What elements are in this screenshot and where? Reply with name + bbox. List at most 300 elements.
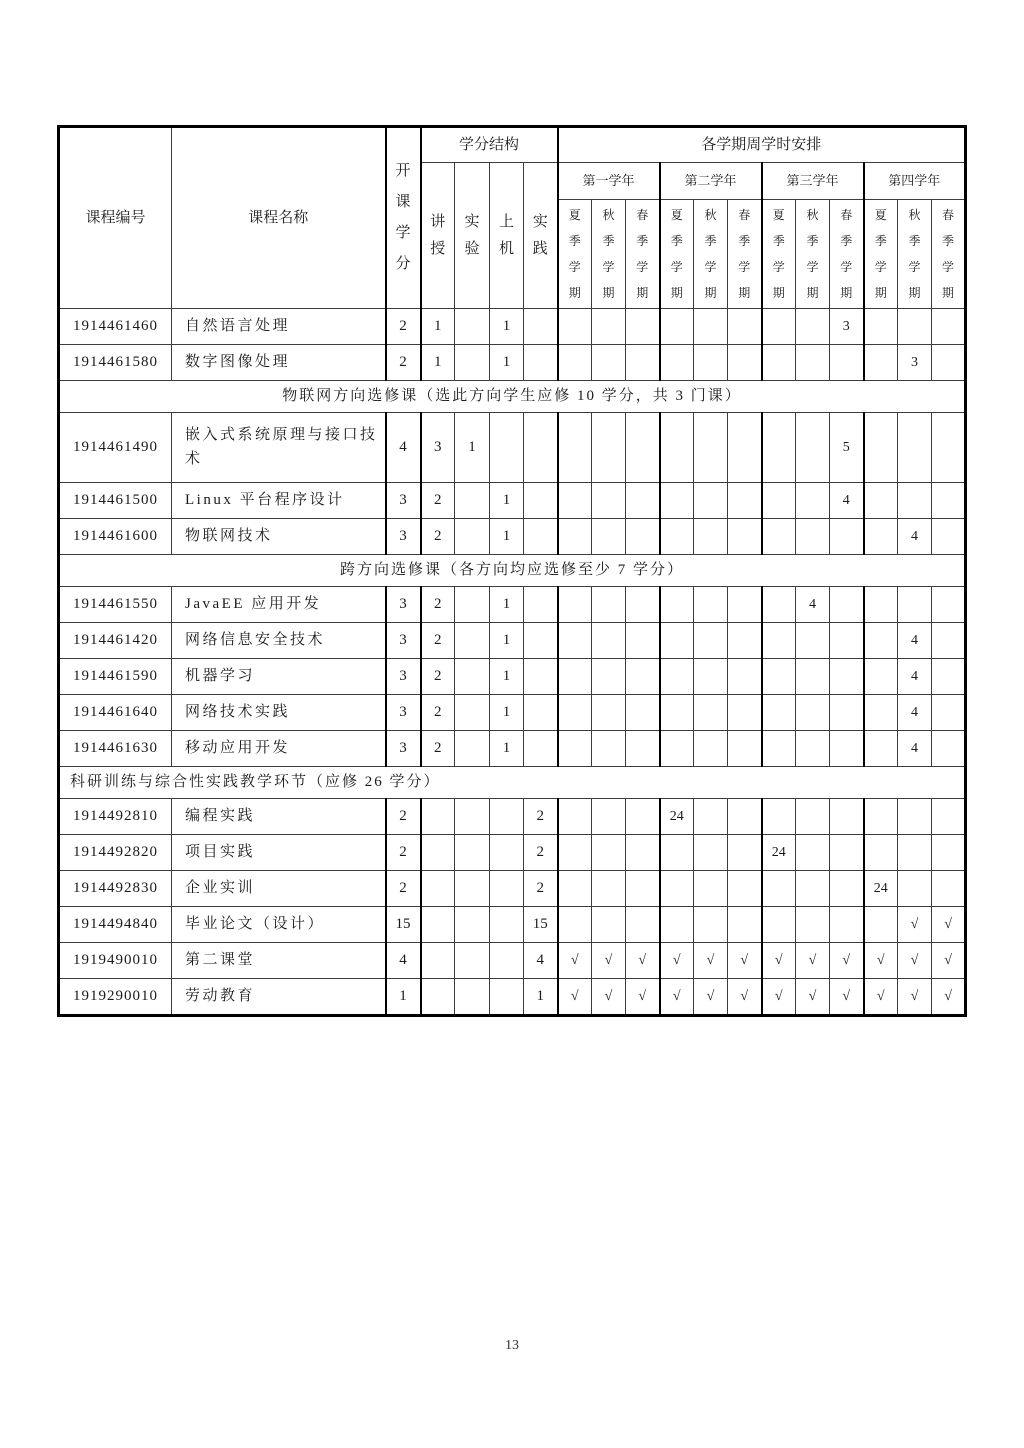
semester-hours-cell	[660, 309, 694, 345]
experiment-credit-cell	[455, 659, 490, 695]
experiment-credit-cell	[455, 943, 490, 979]
course-name-cell: 毕业论文（设计）	[172, 907, 386, 943]
semester-hours-cell	[558, 519, 592, 555]
course-code-cell: 1914461490	[59, 413, 172, 483]
experiment-credit-cell	[455, 835, 490, 871]
header-lecture	[421, 163, 455, 309]
lecture-credit-cell: 2	[421, 731, 455, 767]
semester-hours-cell	[898, 413, 932, 483]
semester-hours-cell: 24	[762, 835, 796, 871]
semester-hours-cell	[592, 587, 626, 623]
semester-hours-cell	[694, 907, 728, 943]
lecture-credit-cell: 2	[421, 695, 455, 731]
semester-hours-cell	[558, 659, 592, 695]
header-semester-summer	[762, 200, 796, 309]
semester-hours-cell	[626, 695, 660, 731]
semester-hours-cell	[558, 413, 592, 483]
semester-hours-cell: 4	[898, 519, 932, 555]
credits-cell: 2	[386, 835, 421, 871]
semester-hours-cell	[762, 623, 796, 659]
semester-hours-cell	[898, 309, 932, 345]
semester-hours-cell	[626, 519, 660, 555]
semester-hours-cell: √	[660, 943, 694, 979]
semester-hours-cell: √	[592, 979, 626, 1016]
semester-hours-cell	[932, 519, 966, 555]
semester-hours-cell	[694, 587, 728, 623]
experiment-credit-cell	[455, 587, 490, 623]
semester-hours-cell	[660, 345, 694, 381]
semester-hours-cell	[558, 345, 592, 381]
credits-cell: 3	[386, 483, 421, 519]
semester-hours-cell	[898, 483, 932, 519]
experiment-credit-cell	[455, 483, 490, 519]
semester-hours-cell	[796, 659, 830, 695]
practice-credit-cell: 2	[524, 835, 558, 871]
semester-hours-cell	[694, 309, 728, 345]
course-row	[59, 483, 966, 519]
course-row	[59, 835, 966, 871]
semester-hours-cell	[728, 309, 762, 345]
semester-hours-cell	[762, 907, 796, 943]
semester-hours-cell	[830, 835, 864, 871]
course-row	[59, 871, 966, 907]
header-semester-text: 秋季学期	[806, 208, 819, 300]
course-row	[59, 907, 966, 943]
course-name-cell: 网络技术实践	[172, 695, 386, 731]
practice-credit-cell	[524, 695, 558, 731]
course-name-cell: 自然语言处理	[172, 309, 386, 345]
semester-hours-cell	[864, 345, 898, 381]
computer-credit-cell	[490, 907, 524, 943]
header-semester-text: 秋季学期	[908, 208, 921, 300]
course-row	[59, 309, 966, 345]
semester-hours-cell	[558, 587, 592, 623]
semester-hours-cell	[898, 799, 932, 835]
semester-hours-cell	[728, 483, 762, 519]
semester-hours-cell	[626, 413, 660, 483]
curriculum-table	[57, 125, 967, 1017]
header-semester-text: 夏季学期	[772, 208, 785, 300]
credits-cell: 2	[386, 871, 421, 907]
semester-hours-cell	[762, 695, 796, 731]
course-name-cell: 数字图像处理	[172, 345, 386, 381]
semester-hours-cell: 4	[898, 695, 932, 731]
semester-hours-cell	[864, 835, 898, 871]
semester-hours-cell: √	[796, 943, 830, 979]
computer-credit-cell: 1	[490, 623, 524, 659]
semester-hours-cell	[864, 695, 898, 731]
semester-hours-cell	[762, 871, 796, 907]
semester-hours-cell	[694, 835, 728, 871]
semester-hours-cell: 4	[830, 483, 864, 519]
credits-cell: 3	[386, 731, 421, 767]
semester-hours-cell: √	[864, 943, 898, 979]
semester-hours-cell	[728, 623, 762, 659]
lecture-credit-cell: 2	[421, 587, 455, 623]
semester-hours-cell	[694, 483, 728, 519]
semester-hours-cell	[660, 623, 694, 659]
credits-cell: 3	[386, 519, 421, 555]
course-name-cell: 移动应用开发	[172, 731, 386, 767]
section-label: 跨方向选修课（各方向均应选修至少 7 学分）	[59, 555, 966, 587]
semester-hours-cell	[694, 731, 728, 767]
course-row	[59, 799, 966, 835]
semester-hours-cell	[932, 345, 966, 381]
semester-hours-cell	[558, 483, 592, 519]
course-code-cell: 1914461600	[59, 519, 172, 555]
header-semester-text: 夏季学期	[568, 208, 581, 300]
semester-hours-cell	[626, 623, 660, 659]
semester-hours-cell: √	[932, 907, 966, 943]
semester-hours-cell	[728, 345, 762, 381]
credits-cell: 4	[386, 943, 421, 979]
semester-hours-cell	[796, 695, 830, 731]
semester-hours-cell	[558, 731, 592, 767]
header-semester-spring	[830, 200, 864, 309]
practice-credit-cell: 15	[524, 907, 558, 943]
semester-hours-cell	[932, 659, 966, 695]
computer-credit-cell: 1	[490, 309, 524, 345]
semester-hours-cell	[932, 413, 966, 483]
header-year-3: 第三学年	[762, 163, 864, 200]
semester-hours-cell	[558, 799, 592, 835]
practice-credit-cell	[524, 519, 558, 555]
semester-hours-cell: √	[626, 979, 660, 1016]
experiment-credit-cell	[455, 309, 490, 345]
course-code-cell: 1914461590	[59, 659, 172, 695]
semester-hours-cell	[830, 731, 864, 767]
credits-cell: 2	[386, 799, 421, 835]
experiment-credit-cell: 1	[455, 413, 490, 483]
semester-hours-cell	[694, 345, 728, 381]
semester-hours-cell	[626, 587, 660, 623]
semester-hours-cell: 5	[830, 413, 864, 483]
course-code-cell: 1914492830	[59, 871, 172, 907]
table-body	[59, 309, 966, 1016]
semester-hours-cell	[762, 413, 796, 483]
course-name-cell: 第二课堂	[172, 943, 386, 979]
experiment-credit-cell	[455, 519, 490, 555]
semester-hours-cell	[864, 907, 898, 943]
course-name-cell: 劳动教育	[172, 979, 386, 1016]
computer-credit-cell	[490, 799, 524, 835]
practice-credit-cell	[524, 659, 558, 695]
lecture-credit-cell: 2	[421, 659, 455, 695]
semester-hours-cell	[864, 799, 898, 835]
credits-cell: 2	[386, 309, 421, 345]
practice-credit-cell: 1	[524, 979, 558, 1016]
semester-hours-cell	[558, 907, 592, 943]
semester-hours-cell	[830, 799, 864, 835]
semester-hours-cell	[694, 623, 728, 659]
header-year-2: 第二学年	[660, 163, 762, 200]
course-row	[59, 519, 966, 555]
semester-hours-cell	[864, 623, 898, 659]
semester-hours-cell	[660, 659, 694, 695]
header-semester-text: 春季学期	[840, 208, 853, 300]
practice-credit-cell: 4	[524, 943, 558, 979]
header-semester-text: 夏季学期	[874, 208, 887, 300]
experiment-credit-cell	[455, 623, 490, 659]
semester-hours-cell	[898, 871, 932, 907]
credits-cell: 1	[386, 979, 421, 1016]
semester-hours-cell	[626, 483, 660, 519]
semester-hours-cell: √	[830, 943, 864, 979]
computer-credit-cell	[490, 413, 524, 483]
course-name-cell: 编程实践	[172, 799, 386, 835]
lecture-credit-cell	[421, 871, 455, 907]
lecture-credit-cell	[421, 907, 455, 943]
semester-hours-cell	[796, 519, 830, 555]
semester-hours-cell	[932, 483, 966, 519]
semester-hours-cell	[626, 309, 660, 345]
header-year-4: 第四学年	[864, 163, 966, 200]
semester-hours-cell: 4	[898, 623, 932, 659]
semester-hours-cell	[932, 587, 966, 623]
credits-cell: 2	[386, 345, 421, 381]
semester-hours-cell	[694, 799, 728, 835]
computer-credit-cell	[490, 871, 524, 907]
semester-hours-cell: 4	[796, 587, 830, 623]
semester-hours-cell: √	[898, 943, 932, 979]
semester-hours-cell: 4	[898, 731, 932, 767]
section-row	[59, 555, 966, 587]
semester-hours-cell	[796, 835, 830, 871]
course-code-cell: 1919490010	[59, 943, 172, 979]
header-semester-autumn	[694, 200, 728, 309]
semester-hours-cell	[762, 659, 796, 695]
experiment-credit-cell	[455, 731, 490, 767]
course-code-cell: 1914461420	[59, 623, 172, 659]
semester-hours-cell	[626, 871, 660, 907]
course-row	[59, 695, 966, 731]
semester-hours-cell	[660, 871, 694, 907]
lecture-credit-cell: 3	[421, 413, 455, 483]
semester-hours-cell: 24	[864, 871, 898, 907]
semester-hours-cell	[796, 345, 830, 381]
computer-credit-cell: 1	[490, 345, 524, 381]
semester-hours-cell: √	[660, 979, 694, 1016]
semester-hours-cell	[592, 907, 626, 943]
course-name-cell: 物联网技术	[172, 519, 386, 555]
semester-hours-cell: √	[762, 943, 796, 979]
header-semester-autumn	[796, 200, 830, 309]
header-semester-autumn	[898, 200, 932, 309]
semester-hours-cell	[728, 587, 762, 623]
header-semester-text: 春季学期	[942, 208, 955, 300]
semester-hours-cell	[830, 659, 864, 695]
experiment-credit-cell	[455, 907, 490, 943]
semester-hours-cell	[932, 799, 966, 835]
computer-credit-cell: 1	[490, 587, 524, 623]
semester-hours-cell	[762, 731, 796, 767]
semester-hours-cell	[830, 695, 864, 731]
computer-credit-cell	[490, 835, 524, 871]
semester-hours-cell	[558, 835, 592, 871]
credits-cell: 4	[386, 413, 421, 483]
semester-hours-cell	[932, 623, 966, 659]
course-name-cell: Linux 平台程序设计	[172, 483, 386, 519]
semester-hours-cell	[864, 309, 898, 345]
semester-hours-cell	[830, 519, 864, 555]
semester-hours-cell	[558, 309, 592, 345]
semester-hours-cell	[830, 587, 864, 623]
header-experiment	[455, 163, 490, 309]
header-semester-text: 春季学期	[636, 208, 649, 300]
semester-hours-cell: √	[558, 943, 592, 979]
credits-cell: 3	[386, 659, 421, 695]
semester-hours-cell: √	[932, 943, 966, 979]
semester-hours-cell	[592, 659, 626, 695]
experiment-credit-cell	[455, 695, 490, 731]
semester-hours-cell	[864, 413, 898, 483]
header-course-code: 课程编号	[59, 127, 172, 309]
experiment-credit-cell	[455, 871, 490, 907]
header-semester-spring	[932, 200, 966, 309]
computer-credit-cell: 1	[490, 731, 524, 767]
semester-hours-cell	[762, 587, 796, 623]
practice-credit-cell	[524, 587, 558, 623]
header-semester-text: 春季学期	[738, 208, 751, 300]
credits-cell: 3	[386, 695, 421, 731]
header-semester-text: 秋季学期	[602, 208, 615, 300]
semester-hours-cell	[830, 907, 864, 943]
semester-hours-cell: 3	[898, 345, 932, 381]
semester-hours-cell	[626, 345, 660, 381]
header-semester-spring	[728, 200, 762, 309]
section-row	[59, 767, 966, 799]
semester-hours-cell	[864, 483, 898, 519]
lecture-credit-cell	[421, 979, 455, 1016]
semester-hours-cell	[762, 309, 796, 345]
course-code-cell: 1914492820	[59, 835, 172, 871]
practice-credit-cell: 2	[524, 871, 558, 907]
header-credits-text: 开课学分	[395, 163, 411, 272]
header-weekly-hours: 各学期周学时安排	[558, 127, 966, 163]
course-name-cell: 网络信息安全技术	[172, 623, 386, 659]
header-lecture-text: 讲授	[430, 213, 446, 257]
lecture-credit-cell	[421, 943, 455, 979]
semester-hours-cell	[728, 835, 762, 871]
semester-hours-cell: √	[728, 979, 762, 1016]
lecture-credit-cell: 2	[421, 483, 455, 519]
computer-credit-cell: 1	[490, 519, 524, 555]
semester-hours-cell	[796, 413, 830, 483]
semester-hours-cell	[932, 871, 966, 907]
page-number: 13	[505, 1338, 519, 1353]
course-code-cell: 1914494840	[59, 907, 172, 943]
computer-credit-cell: 1	[490, 695, 524, 731]
semester-hours-cell	[558, 871, 592, 907]
experiment-credit-cell	[455, 345, 490, 381]
semester-hours-cell: √	[626, 943, 660, 979]
semester-hours-cell	[932, 309, 966, 345]
semester-hours-cell	[830, 871, 864, 907]
semester-hours-cell	[728, 799, 762, 835]
practice-credit-cell: 2	[524, 799, 558, 835]
section-label: 物联网方向选修课（选此方向学生应修 10 学分，共 3 门课）	[59, 381, 966, 413]
semester-hours-cell	[660, 731, 694, 767]
credits-cell: 15	[386, 907, 421, 943]
semester-hours-cell	[592, 799, 626, 835]
semester-hours-cell	[592, 345, 626, 381]
semester-hours-cell	[660, 695, 694, 731]
lecture-credit-cell: 1	[421, 345, 455, 381]
semester-hours-cell	[796, 623, 830, 659]
lecture-credit-cell: 2	[421, 623, 455, 659]
practice-credit-cell	[524, 623, 558, 659]
semester-hours-cell	[728, 907, 762, 943]
course-row	[59, 623, 966, 659]
semester-hours-cell	[864, 731, 898, 767]
header-computer-text: 上机	[498, 213, 514, 257]
semester-hours-cell	[558, 623, 592, 659]
semester-hours-cell	[796, 907, 830, 943]
semester-hours-cell	[830, 345, 864, 381]
practice-credit-cell	[524, 731, 558, 767]
semester-hours-cell: √	[592, 943, 626, 979]
semester-hours-cell	[626, 799, 660, 835]
semester-hours-cell: 4	[898, 659, 932, 695]
semester-hours-cell	[728, 731, 762, 767]
course-code-cell: 1914461580	[59, 345, 172, 381]
course-name-cell: 企业实训	[172, 871, 386, 907]
header-practice-text: 实践	[532, 213, 548, 257]
semester-hours-cell: 24	[660, 799, 694, 835]
lecture-credit-cell: 1	[421, 309, 455, 345]
semester-hours-cell	[694, 519, 728, 555]
semester-hours-cell	[660, 835, 694, 871]
course-code-cell: 1914492810	[59, 799, 172, 835]
semester-hours-cell	[864, 519, 898, 555]
course-name-cell: 嵌入式系统原理与接口技术	[172, 413, 386, 483]
course-name-cell: JavaEE 应用开发	[172, 587, 386, 623]
semester-hours-cell	[796, 483, 830, 519]
practice-credit-cell	[524, 309, 558, 345]
semester-hours-cell	[592, 483, 626, 519]
semester-hours-cell	[864, 587, 898, 623]
course-name-cell: 项目实践	[172, 835, 386, 871]
semester-hours-cell	[660, 483, 694, 519]
header-semester-summer	[660, 200, 694, 309]
semester-hours-cell	[762, 345, 796, 381]
course-code-cell: 1914461550	[59, 587, 172, 623]
semester-hours-cell	[762, 799, 796, 835]
header-semester-text: 夏季学期	[670, 208, 683, 300]
header-semester-autumn	[592, 200, 626, 309]
semester-hours-cell	[626, 907, 660, 943]
computer-credit-cell	[490, 943, 524, 979]
practice-credit-cell	[524, 345, 558, 381]
experiment-credit-cell	[455, 979, 490, 1016]
semester-hours-cell	[592, 731, 626, 767]
header-computer	[490, 163, 524, 309]
semester-hours-cell	[694, 659, 728, 695]
header-semester-text: 秋季学期	[704, 208, 717, 300]
semester-hours-cell	[728, 659, 762, 695]
semester-hours-cell	[762, 483, 796, 519]
semester-hours-cell: √	[898, 907, 932, 943]
computer-credit-cell: 1	[490, 659, 524, 695]
semester-hours-cell	[796, 871, 830, 907]
semester-hours-cell	[592, 413, 626, 483]
course-row	[59, 413, 966, 483]
semester-hours-cell: √	[694, 943, 728, 979]
semester-hours-cell	[694, 413, 728, 483]
course-code-cell: 1914461630	[59, 731, 172, 767]
semester-hours-cell	[626, 659, 660, 695]
course-name-cell: 机器学习	[172, 659, 386, 695]
